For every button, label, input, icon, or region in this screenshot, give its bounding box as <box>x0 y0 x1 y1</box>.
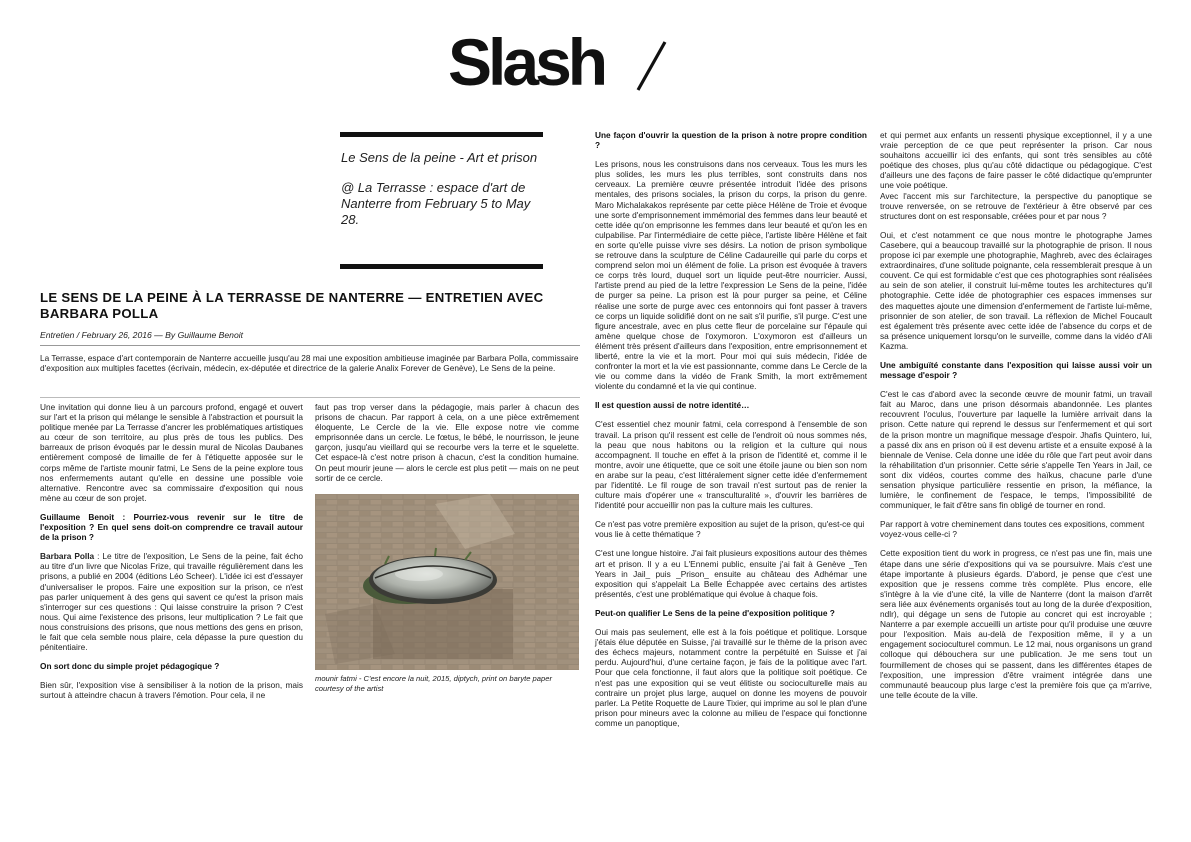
article-headline: LE SENS DE LA PEINE À LA TERRASSE DE NANTERRE — ENTRETIEN AVEC BARBARA POLLA <box>40 290 544 321</box>
article-paragraph: Bien sûr, l'exposition vise à sensibiliser à la notion de la prison, mais surtout à atteindre chacun à travers l'émotion. Pour cela, il ne <box>40 680 303 701</box>
interview-question: Il est question aussi de notre identité… <box>595 400 750 411</box>
article-paragraph: faut pas trop verser dans la pédagogie, mais parler à chacun des prisons de chacun. Par rapport à cela, on a une pièce extrêmement éloquente, Le Cercle de la vie. Elle expose notre vie comme emprisonnée dans un cercle. Le fœtus, le bébé, le nourrisson, le jeune garçon, jusqu'au vieillard qui se recourbe vers la terre et le squelette. Cet espace-là c'est notre prison à chacun, c'est la condition humaine. On peut mourir jeune — alors le cercle est plus petit — mais on ne peut sortir de ce cercle. <box>315 402 579 483</box>
interview-question: Par rapport à votre cheminement dans toutes ces expositions, comment voyez-vous celle-ci ? <box>880 519 1145 540</box>
interview-question: Une façon d'ouvrir la question de la prison à notre propre condition ? <box>595 130 867 151</box>
artwork-photo <box>315 494 579 670</box>
interview-question: Guillaume Benoit : Pourriez-vous revenir sur le titre de l'exposition ? En quel sens doit-on comprendre ce travail autour de la prison ? <box>40 511 303 543</box>
article-paragraph: Une invitation qui donne lieu à un parcours profond, engagé et ouvert sur l'art et la prison qui mélange le sensible à l'abstraction et poursuit la politique menée par La Terrasse d'ancrer les problématiques artistiques au cœur de son territoire, au plus près de tous les publics. Des barreaux de prison évoqués par le dessin mural de Nicolas Daubanes entièrement composé de limaille de fer à l'étiquette apposée sur le corps même de l'artiste mounir fatmi, Le Sens de la peine explore tous nos enfermements autant qu'elle en dessine une possible voie alternative. Rencontre avec sa commissaire d'exposition qui nous mène au cœur de son projet. <box>40 402 303 503</box>
article-paragraph: et qui permet aux enfants un ressenti physique exceptionnel, il y a une vraie perception de ce que peut représenter la prison. Car nous souhaitons accueillir ici des enfants, qui sont très sensibles au côté poétique des choses, plus qu'au côté didactique ou pédagogique. C'est d'ailleurs une des façons de faire passer le côté didactique qu'emprunter une voie poétique. Avec l'accent mis sur l'architecture, la perspective du panoptique se trouve renversée, on se retrouve de l'extérieur à être observé par ces structures dont on est responsable, créées pour et par nous ? <box>880 130 1152 221</box>
text-column-4 <box>880 130 1152 709</box>
article-paragraph: Oui mais pas seulement, elle est à la fois poétique et politique. Lorsque j'étais élue députée en Suisse, j'ai travaillé sur le thème de la prison avec des échecs majeurs, notamment contre la perpétuité en Suisse et j'ai perdu. Aujourd'hui, d'une certaine façon, je fais de la politique avec l'art. Pour que cela fonctionne, il faut alors que la politique soit poétique. Ce n'est pas une exposition qui se veut élitiste ou socioculturelle mais au contraire un projet plus large, auquel on donne les moyens de pouvoir parler. La Petite Roquette de Laure Tixier, qui imprime au sol le plan d'une prison pour mineurs avec la colonne au milieu de l'espace qui fonctionne comme un panoptique, <box>595 627 867 728</box>
interview-question: On sort donc du simple projet pédagogique ? <box>40 661 220 672</box>
text-column-1 <box>40 402 303 709</box>
article-paragraph: C'est le cas d'abord avec la seconde œuvre de mounir fatmi, un travail fait au Maroc, dans une prison désormais abandonnée. Les plantes recouvrent l'oculus, l'ouverture par laquelle la lumière arrivait dans la prison. Cette nature qui reprend le dessus sur l'enfermement et qui sort de la prison montre un magnifique message d'espoir. Jhafis Quintero, lui, a passé dix ans en prison où il est devenu artiste et a ensuite exposé à la biennale de Venise. Cela donne une idée du rôle que l'art peut avoir dans la réhabilitation d'un prisonnier. Cette série s'appelle Ten Years in Jail, ce sont dix vidéos, courtes comme des haïkus, chacune parle d'une sensation physique particulière ressentie en prison, la méfiance, la lumière, le confinement de l'espace, le temps, l'impossibilité de communiquer, le fait d'être sans fin obligé de tourner en rond. <box>880 389 1152 511</box>
intro-divider <box>40 397 580 398</box>
article-byline: Entretien / February 26, 2016 — By Guillaume Benoit <box>40 330 244 340</box>
artwork-photo-illustration <box>315 494 579 670</box>
pull-quote-bottom-rule <box>340 264 543 269</box>
photo-caption: mounir fatmi - C'est encore la nuit, 2015, diptych, print on baryte paper courtesy of the artist <box>315 674 552 693</box>
pull-quote-venue: @ La Terrasse : espace d'art de Nanterre from February 5 to May 28. <box>341 180 531 227</box>
byline-divider <box>40 345 580 346</box>
speaker-answer: : Le titre de l'exposition, Le Sens de la peine, fait écho au titre d'un livre que Nicolas Frize, qui travaille régulièrement dans les prisons, a publié en 2004 (éditions Léo Scheer). L'idée ici est d'essayer d'universaliser le propos. Faire une exposition sur la prison, ce n'est pas parler uniquement à des gens qui savent ce qu'est la prison mais s'interroger sur ces questions : Qui laisse construire la prison ? C'est nous. Qui aime l'existence des prisons, leur multiplication ? Le fait que nous construisions des prisons, que nous mettions des gens en prison, le fait que cela semble nous plaire, cela dépasse la pure question du pénitentiaire. <box>40 551 304 653</box>
article-paragraph: Oui, et c'est notamment ce que nous montre le photographe James Casebere, qui a beaucoup travaillé sur la photographie de prison. Il nous propose ici par exemple une photographie, Maghreb, avec des éclairages extraordinaires, d'une solitude poignante, cela ressemblerait presque à un couvent. Ce qui est formidable c'est que ces photographies sont réalisées au sein de son atelier, il construit lui-même toutes les architectures qu'il photographie. Cette idée de photographier ces espaces immenses sur des maquettes ajoute une dimension d'enfermement de l'artiste lui-même, prisonnier de son atelier, de son travail. La réflexion de Michel Foucault est également très présente avec cette idée de l'absence du corps et de sa présence uniquement lorsqu'on le surveille, comme dans la vidéo d'Ali Kazma. <box>880 229 1152 351</box>
article-paragraph: C'est une longue histoire. J'ai fait plusieurs expositions autour des thèmes art et prison. Il y a eu L'Ennemi public, ensuite j'ai fait à Genève _Ten Years in Jail_ puis _Prison_ ensuite au château des Adhémar une exposition qui s'appelait La Belle Échappée avec certains des artistes présentés, c'est une problématique qui évolue à chaque fois. <box>595 548 867 599</box>
interview-question: Peut-on qualifier Le Sens de la peine d'exposition politique ? <box>595 607 835 618</box>
article-intro: La Terrasse, espace d'art contemporain de Nanterre accueille jusqu'au 28 mai une exposition ambitieuse imaginée par Barbara Polla, commissaire d'exposition aux multiples facettes (écrivain, médecin, ex-députée et directrice de la galerie Analix Forever de Genève), Le Sens de la peine. <box>40 353 579 374</box>
speaker-name: Barbara Polla <box>40 551 95 562</box>
text-column-2 <box>315 402 579 492</box>
pull-quote <box>341 150 546 242</box>
article-paragraph: C'est essentiel chez mounir fatmi, cela correspond à l'ensemble de son travail. La prison qu'il ressent est celle de l'endroit où nous sommes nés, la peau que nous habitons ou la religion et la culture qui nous accompagnent. Il touche en effet à la prison de l'identité et, comme il le montre, avoir une étiquette, que ce soit une étoile jaune ou bien son nom en arabe sur la peau, c'est littéralement signer cette idée d'enfermement par l'identité. Le fil rouge de son travail n'est surtout pas de renier la culture mais d'opérer une « transculturalité », d'ouvrir les barrières de l'identité pour accueillir non pas la culture mais les cultures. <box>595 419 867 511</box>
article-paragraph <box>40 551 303 652</box>
logo-wordmark: Slash <box>448 25 605 99</box>
interview-question: Ce n'est pas votre première exposition au sujet de la prison, qu'est-ce qui vous lie à cette thématique ? <box>595 519 865 540</box>
interview-question: Une ambiguïté constante dans l'exposition qui laisse aussi voir un message d'espoir ? <box>880 359 1152 381</box>
text-column-3 <box>595 130 867 737</box>
article-paragraph: Les prisons, nous les construisons dans nos cerveaux. Tous les murs les plus solides, les murs les plus terribles, sont construits dans nos cerveaux. La première œuvre présentée introduit l'idée des prisons mentales, des prisons sociales, la prison du corps, la prison du genre. Maro Michalakakos représente par cette pièce Hélène de Troie et évoque une sorte d'emprisonnement immémorial des femmes dans leur beauté et cette idée qu'on emprisonne les femmes dans leur beauté et qu'on les en culpabilise. Par l'intermédiaire de cette pièce, l'artiste libère Hélène et fait en sorte qu'elle puisse vivre ses désirs. La notion de prison symbolique se retrouve dans la sculpture de Céline Cadaureille qui parle du corps et comprend selon moi un élément de folie. La prison est évoquée à travers ce corps très lourd, duquel sort un liquide peut-être nourricier. Aussi, l'artiste prend au pied de la lettre l'expression Le Sens de la peine, l'idée de purger sa peine. La prison est là pour purger sa peine, et Céline réalise une sorte de purge avec ces entonnoirs qui font passer à travers ce corps un liquide solidifié dont on ne sait s'il purifie, s'il purge. C'est une figure ancestrale, avec en plus cette fleur de porcelaine sur l'épaule qui amène quelque chose de l'oxymoron. L'oxymoron est d'ailleurs un élément très présent d'ailleurs dans l'exposition, entre emprisonnement et liberté, entre la vie et la mort. Pour moi qui suis médecin, l'idée de confronter la mort et la vie est passionnante, comme dans Le Cercle de la vie ou comme dans la vidéo de Frank Smith, la mort extrêmement violente du condamné et la vie qui continue. <box>595 159 867 392</box>
slash-logo[interactable] <box>446 22 686 102</box>
article-paragraph: Cette exposition tient du work in progress, ce n'est pas une fin, mais une étape dans une série d'expositions qui va se poursuivre. Mais c'est une étape importante à plusieurs égards. D'abord, je pense que c'est une exposition que je ressens comme très complète. Plus encore, elle s'intègre à la vie d'une cité, la ville de Nanterre (dont la maison d'arrêt sera liée aux événements organisés tout au long de la durée d'exposition, ndlr), qui dégage un sens de l'utopie au concret qui est incroyable ; Nanterre a par exemple accueilli un artiste pour qu'il produise une œuvre pour l'exposition. Mais au-delà de l'exposition même, il y a un engagement socioculturel commun. Le 12 mai, nous organisons un grand colloque qui débouchera sur une publication. Je me sens tout un fourmillement de choses qui se passent, dans les différentes étapes de l'exposition, une impression d'être vraiment intégrée dans une communauté beaucoup plus large c'est la première fois que ça m'arrive, une telle écoute de la ville. <box>880 548 1152 700</box>
slash-mark-icon <box>634 38 668 94</box>
pull-quote-title: Le Sens de la peine - Art et prison <box>341 150 538 165</box>
pull-quote-top-rule <box>340 132 543 137</box>
